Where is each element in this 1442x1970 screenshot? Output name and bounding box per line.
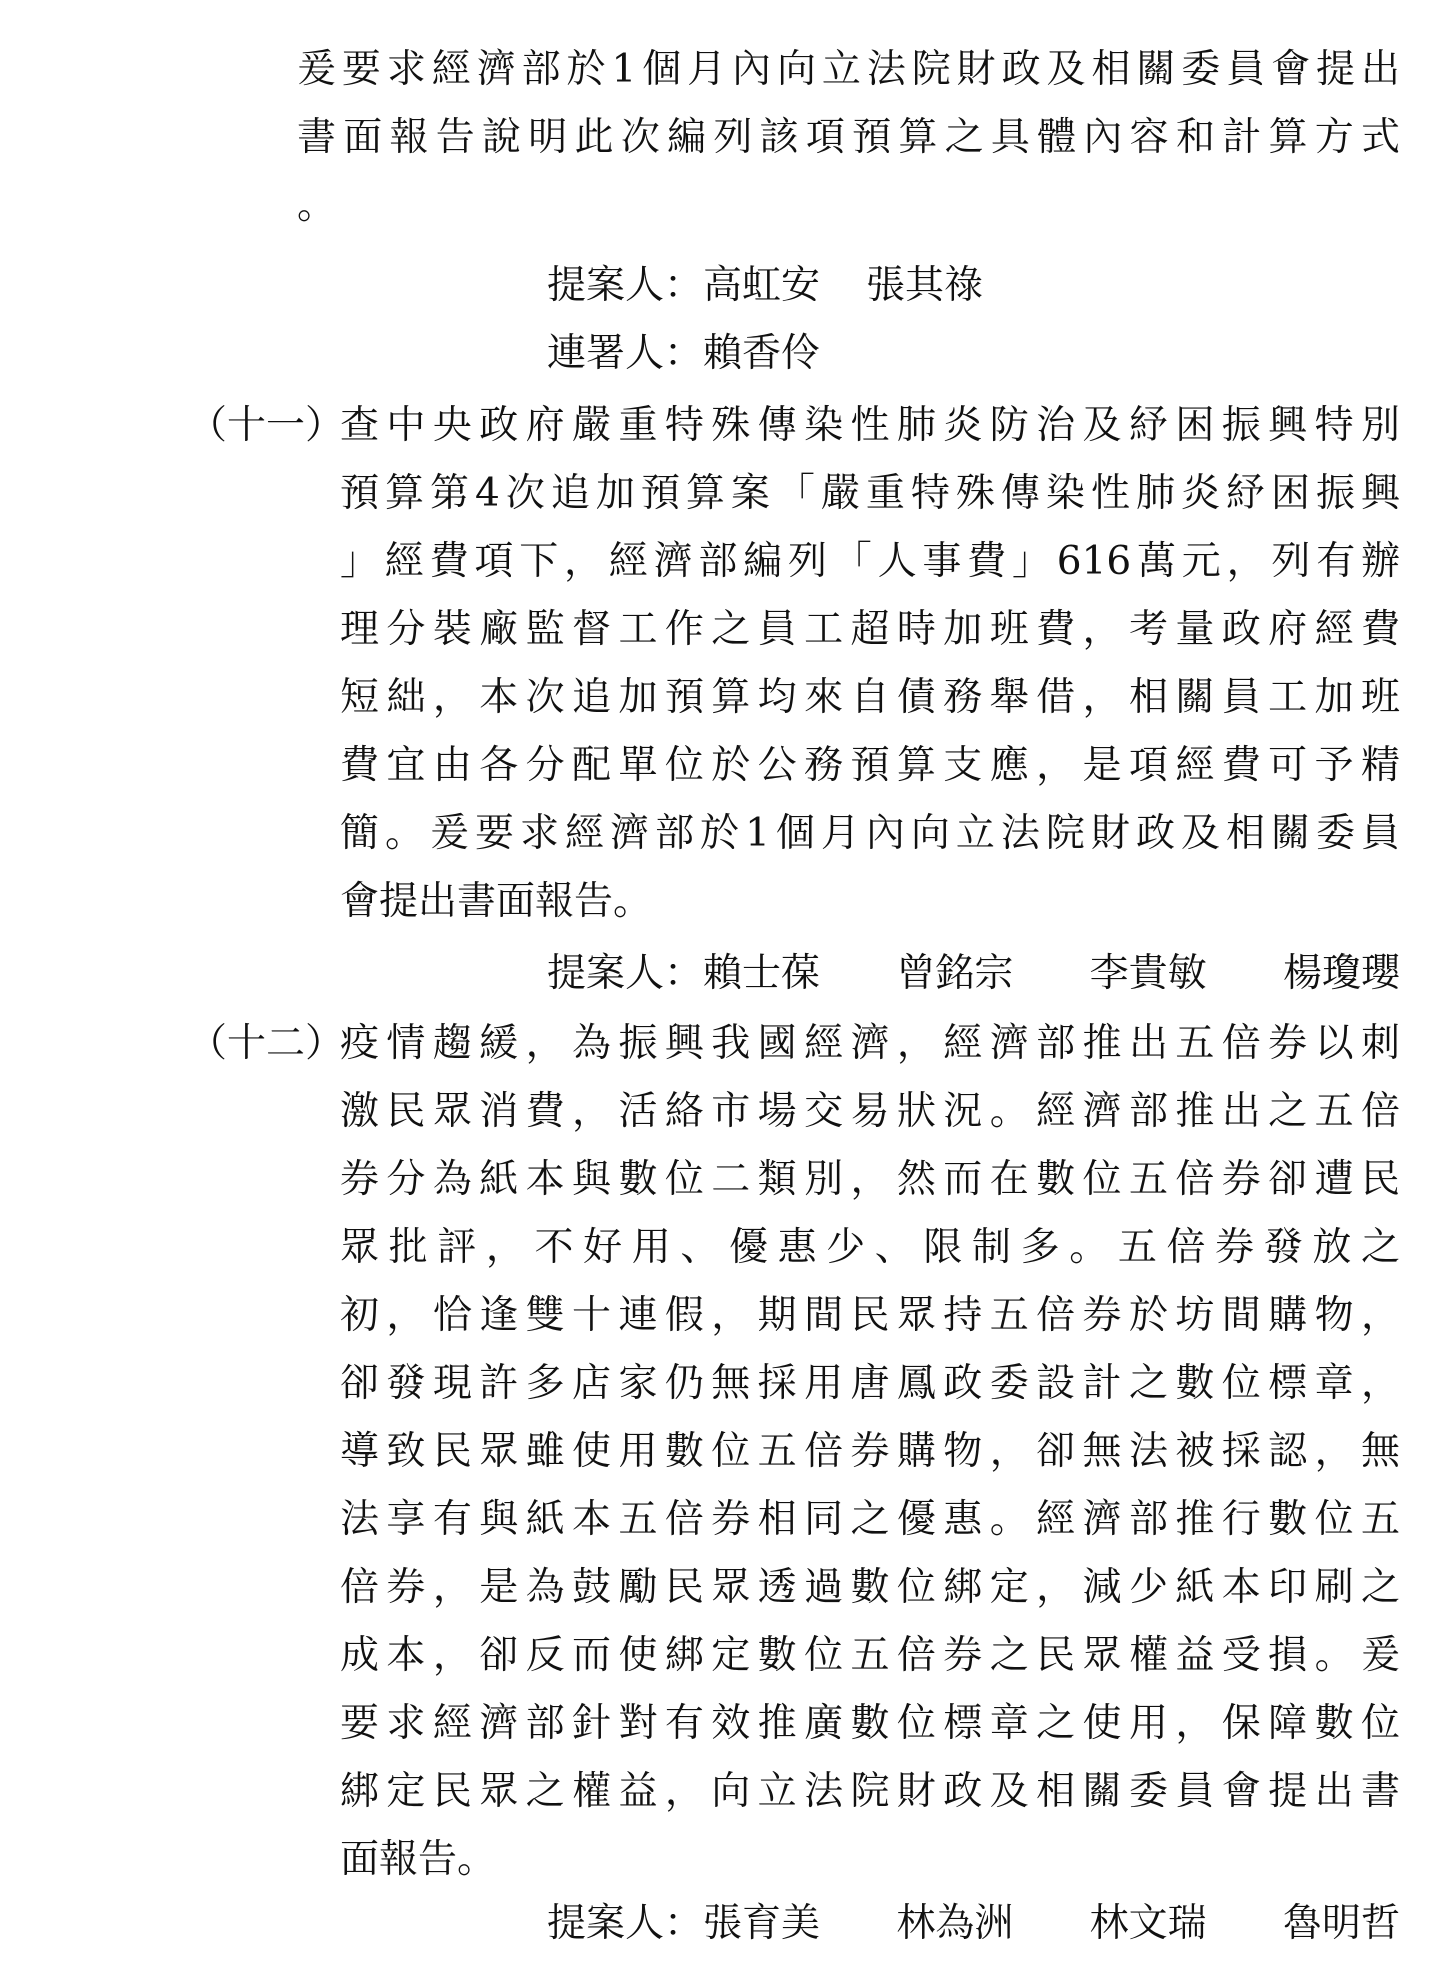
proposer-label: 提案人：: [547, 263, 704, 308]
item-12-line: 眾批評，不好用、優惠少、限制多。五倍券發放之: [340, 1225, 1400, 1270]
item-12-line: 要求經濟部針對有效推廣數位標章之使用，保障數位: [340, 1701, 1400, 1746]
proposer-name: 張育美: [703, 1901, 821, 1946]
cosigner-name: 賴香伶: [703, 331, 821, 376]
item-11-line: 短絀，本次追加預算均來自債務舉借，相關員工加班: [340, 675, 1400, 720]
item-12-line: 成本，卻反而使綁定數位五倍券之民眾權益受損。爰: [340, 1633, 1400, 1678]
proposer-label: 提案人：: [547, 951, 704, 996]
item-12-line: 導致民眾雖使用數位五倍券購物，卻無法被採認，無: [340, 1429, 1400, 1474]
proposer-name: 高虹安: [703, 263, 821, 308]
item-12-proposers: [547, 1890, 1400, 1958]
intro-line-3: 。: [297, 183, 337, 228]
item-12-line: 倍券，是為鼓勵民眾透過數位綁定，減少紙本印刷之: [340, 1565, 1400, 1610]
item-12-line: 卻發現許多店家仍無採用唐鳳政委設計之數位標章，: [340, 1361, 1400, 1406]
item-11-line: 理分裝廠監督工作之員工超時加班費，考量政府經費: [340, 607, 1400, 652]
cosigner-label: 連署人：: [547, 331, 704, 376]
item-12-marker: （十二）: [188, 1021, 345, 1066]
proposer-name: 林文瑞: [1089, 1901, 1207, 1946]
item-12-line: 初，恰逢雙十連假，期間民眾持五倍券於坊間購物，: [340, 1293, 1400, 1338]
item-12-line: 疫情趨緩，為振興我國經濟，經濟部推出五倍券以刺: [340, 1021, 1400, 1066]
proposer-name: 林為洲: [896, 1901, 1014, 1946]
item-12-line: 激民眾消費，活絡市場交易狀況。經濟部推出之五倍: [340, 1089, 1400, 1134]
intro-line-1: 爰要求經濟部於1個月內向立法院財政及相關委員會提出: [297, 47, 1400, 92]
item-11-proposers: [547, 940, 1400, 1008]
item-11-line: 預算第4次追加預算案「嚴重特殊傳染性肺炎紓困振興: [340, 471, 1400, 516]
item-12-line: 法享有與紙本五倍券相同之優惠。經濟部推行數位五: [340, 1497, 1400, 1542]
intro-line-2: 書面報告說明此次編列該項預算之具體內容和計算方式: [297, 115, 1400, 160]
item-12-line: 面報告。: [340, 1837, 497, 1882]
item-11-line: 會提出書面報告。: [340, 879, 653, 924]
proposer-name: 張其祿: [866, 263, 984, 308]
proposer-label: 提案人：: [547, 1901, 704, 1946]
proposer-name: 楊瓊瓔: [1282, 951, 1400, 996]
proposer-name: 魯明哲: [1282, 1901, 1400, 1946]
item-12-line: 券分為紙本與數位二類別，然而在數位五倍券卻遭民: [340, 1157, 1400, 1202]
item-11-line: 簡。爰要求經濟部於1個月內向立法院財政及相關委員: [340, 811, 1400, 856]
item-11-marker: （十一）: [188, 403, 345, 448]
proposer-name: 李貴敏: [1089, 951, 1207, 996]
item-12-line: 綁定民眾之權益，向立法院財政及相關委員會提出書: [340, 1769, 1400, 1814]
intro-cosigners: [547, 320, 1400, 388]
intro-proposers: [547, 252, 1400, 320]
item-11-line: 」經費項下，經濟部編列「人事費」616萬元，列有辦: [340, 539, 1400, 584]
proposer-name: 賴士葆: [703, 951, 821, 996]
proposer-name: 曾銘宗: [896, 951, 1014, 996]
item-11-line: 查中央政府嚴重特殊傳染性肺炎防治及紓困振興特別: [340, 403, 1400, 448]
item-11-line: 費宜由各分配單位於公務預算支應，是項經費可予精: [340, 743, 1400, 788]
